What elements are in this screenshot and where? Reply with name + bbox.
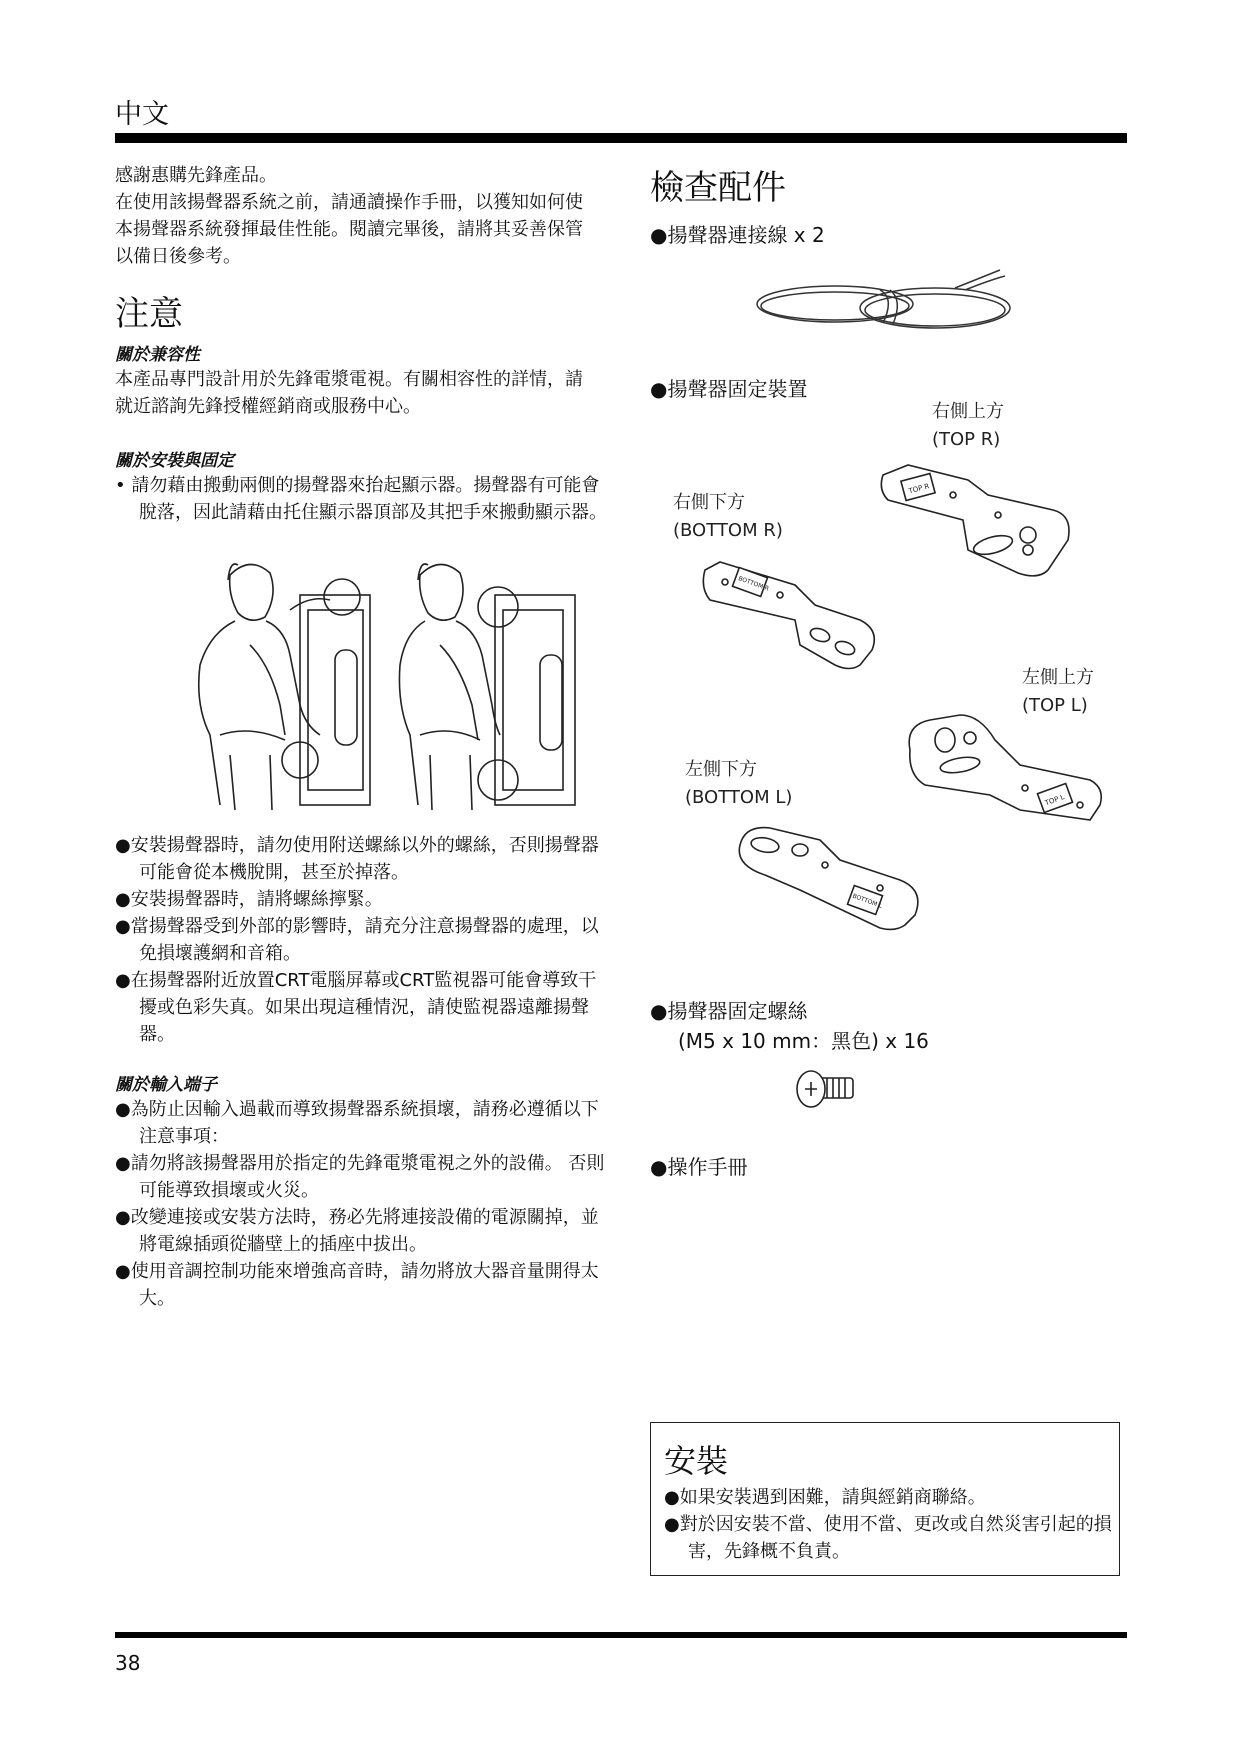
manual-item: ●操作手冊 — [650, 1155, 748, 1179]
bracket-bottom-l — [730, 820, 930, 935]
mount-heading: 關於安裝與固定 — [115, 451, 234, 471]
label-top-r-zh: 右側上方 — [932, 401, 1004, 422]
intro-paragraph: 在使用該揚聲器系統之前，請通讀操作手冊，以獲知如何使本揚聲器系統發揮最佳性能。閱讀完畢後，請將其妥善保管以備日後參考。 — [115, 192, 583, 267]
stamp-top-r: TOP R — [907, 482, 931, 496]
mount-bullet-2: ●安裝揚聲器時，請將螺絲擰緊。 — [115, 889, 383, 910]
screw-image — [795, 1068, 857, 1110]
label-bottom-l-en: (BOTTOM L) — [685, 787, 793, 808]
input-bullet-3: ●改變連接或安裝方法時，務必先將連接設備的電源關掉，並將電線插頭從牆壁上的插座中拔出。 — [115, 1207, 599, 1255]
language-label: 中文 — [115, 99, 169, 130]
bracket-top-l — [900, 710, 1110, 830]
lift-illustration-left — [190, 555, 380, 810]
label-top-l-en: (TOP L) — [1022, 695, 1088, 716]
stamp-top-l: TOP L — [1043, 792, 1066, 808]
screws-spec: (M5 x 10 mm：黑色) x 16 — [678, 1029, 929, 1053]
bracket-bottom-r — [700, 560, 885, 675]
install-bullet-1: ●如果安裝遇到困難，請與經銷商聯絡。 — [664, 1487, 986, 1508]
label-bottom-r-en: (BOTTOM R) — [673, 520, 783, 541]
page-number: 38 — [115, 1651, 141, 1675]
compat-heading: 關於兼容性 — [115, 345, 200, 365]
screws-item: ●揚聲器固定螺絲 — [650, 999, 808, 1023]
speaker-cable-image — [755, 268, 1025, 348]
input-heading: 關於輸入端子 — [115, 1075, 217, 1095]
lift-illustration-right — [400, 555, 590, 810]
label-bottom-l-zh: 左側下方 — [685, 759, 757, 780]
mount-bullet-4: ●在揚聲器附近放置CRT電腦屏幕或CRT監視器可能會導致干擾或色彩失真。如果出現這種情況，請使監視器遠離揚聲器。 — [115, 970, 597, 1045]
intro-thanks: 感謝惠購先鋒產品。 — [115, 165, 277, 186]
input-bullet-2: ●請勿將該揚聲器用於指定的先鋒電漿電視之外的設備。 否則可能導致損壞或火災。 — [115, 1153, 605, 1201]
compat-text: 本產品專門設計用於先鋒電漿電視。有關相容性的詳情，請就近諮詢先鋒授權經銷商或服務中心。 — [115, 369, 583, 417]
brackets-item: ●揚聲器固定裝置 — [650, 377, 808, 401]
mount-bullet-3: ●當揚聲器受到外部的影響時，請充分注意揚聲器的處理，以免損壞護網和音箱。 — [115, 916, 599, 964]
bracket-top-r — [878, 455, 1078, 585]
label-top-l-zh: 左側上方 — [1022, 667, 1094, 688]
label-top-r-en: (TOP R) — [932, 429, 1001, 450]
stamp-bottom-r: BOTTOM R — [737, 575, 770, 593]
mount-lift-warning: • 請勿藉由搬動兩側的揚聲器來抬起顯示器。揚聲器有可能會脫落，因此請藉由托住顯示器頂部及其把手來搬動顯示器。 — [115, 475, 607, 523]
installation-title: 安裝 — [664, 1442, 729, 1480]
stamp-bottom-l: BOTTOM L — [851, 892, 884, 910]
caution-title: 注意 — [115, 294, 183, 334]
accessories-title: 檢查配件 — [650, 168, 786, 208]
install-bullet-2: ●對於因安裝不當、使用不當、更改或自然災害引起的損害，先鋒概不負責。 — [664, 1514, 1112, 1562]
cable-item: ●揚聲器連接線 x 2 — [650, 223, 825, 247]
footer-rule — [115, 1632, 1127, 1638]
mount-bullet-1: ●安裝揚聲器時，請勿使用附送螺絲以外的螺絲，否則揚聲器可能會從本機脫開，甚至於掉落。 — [115, 835, 599, 883]
input-bullet-4: ●使用音調控制功能來增強高音時，請勿將放大器音量開得太大。 — [115, 1261, 599, 1309]
input-bullet-1: ●為防止因輸入過載而導致揚聲器系統損壞，請務必遵循以下注意事項： — [115, 1099, 599, 1147]
label-bottom-r-zh: 右側下方 — [673, 492, 745, 513]
header-rule — [115, 133, 1127, 143]
